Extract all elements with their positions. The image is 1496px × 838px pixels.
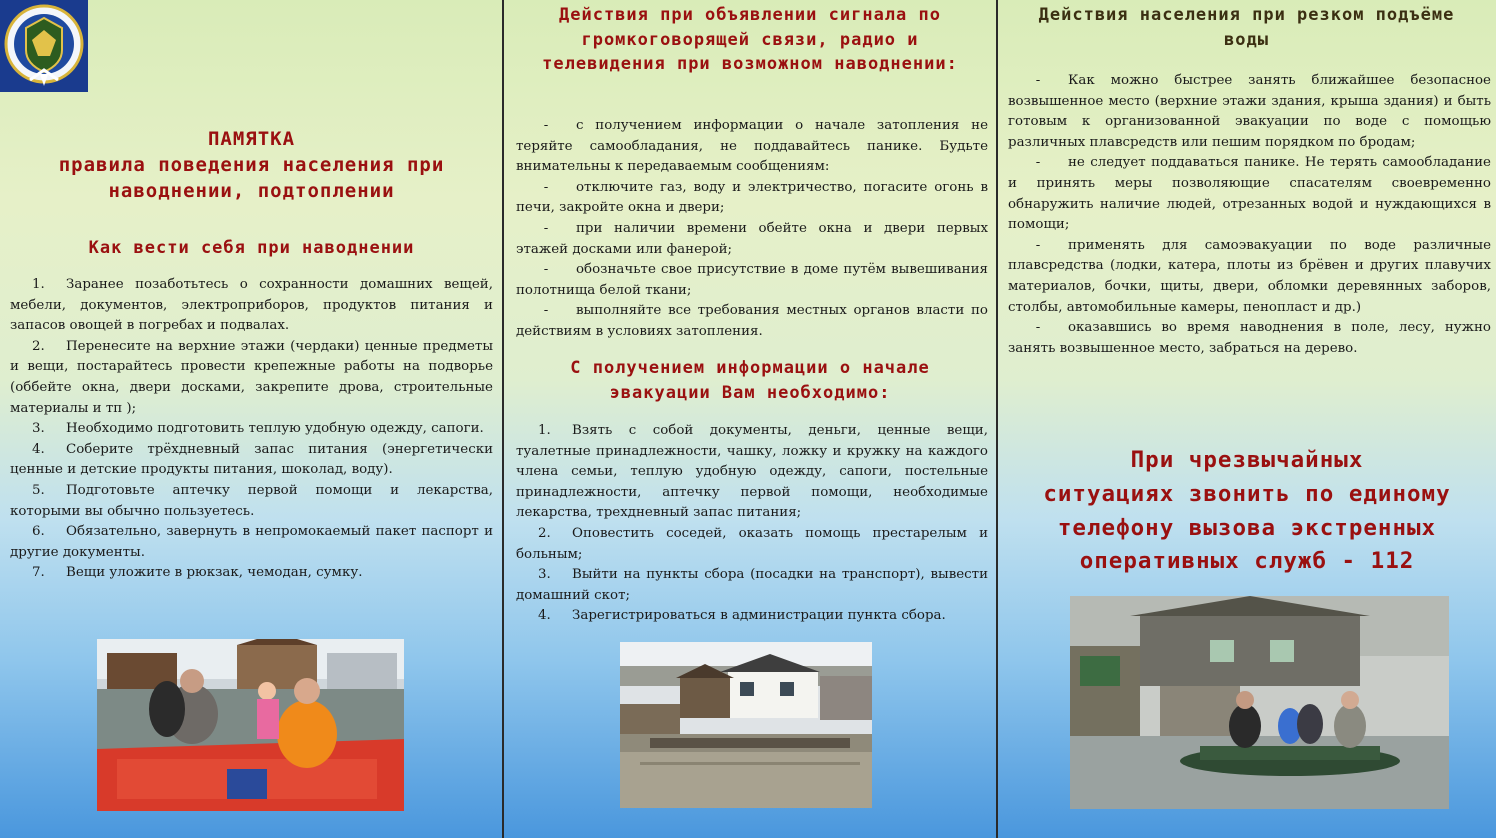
list-item: - применять для самоэвакуации по воде различные плавсредства (лодки, катера, плоты из брёвен и других плавучих материалов, бочки, щиты, двери, обломки деревянных заборов, столбы, автомобильные камеры, пенопласт и др.): [1008, 237, 1491, 315]
list-item: - с получением информации о начале затопления не теряйте самообладания, не поддавайтесь панике. Будьте внимательны к передаваемым сообщениям:: [516, 118, 988, 175]
panel-signal-actions: [503, 0, 997, 838]
emergency-line1: При чрезвычайных: [1130, 447, 1364, 473]
evacuation-list: [516, 421, 988, 627]
emergency-line4: оперативных служб - 112: [1079, 548, 1415, 575]
emergency-call-notice: [1007, 444, 1487, 579]
emergency-line2: ситуациях звонить по единому: [1043, 480, 1451, 507]
list-item: - не следует поддаваться панике. Не терять самообладание и принять меры позволяющие спасателям своевременно обнаружить наличие людей, отрезанных водой и нуждающихся в помощи;: [1008, 155, 1491, 233]
list-item: 4. Соберите трёхдневный запас питания (энергетически ценные и детские продукты питания, шоколад, воду).: [10, 441, 493, 478]
flooded-house-photo: [620, 642, 872, 808]
rising-water-title: Действия населения при резком подъёме воды: [1038, 5, 1455, 50]
list-item: 3. Необходимо подготовить теплую удобную одежду, сапоги.: [32, 421, 484, 437]
signal-actions-title: Действия при объявлении сигнала по громкоговорящей связи, радио и телевидения при возможном наводнении:: [542, 5, 958, 74]
memo-title-line3: наводнении, подтоплении: [108, 180, 395, 202]
preparation-list: [10, 275, 493, 584]
memo-title-line2: правила поведения населения при: [58, 154, 445, 176]
list-item: 4. Зарегистрироваться в администрации пункта сбора.: [538, 608, 946, 624]
list-item: - при наличии времени обейте окна и двери первых этажей досками или фанерой;: [516, 220, 988, 257]
list-item: - Как можно быстрее занять ближайшее безопасное возвышенное место (верхние этажи здания, крыша здания) и быть готовым к организованной эвакуации по воде с помощью различных плавсредств или пешим порядком по бродам;: [1008, 73, 1491, 150]
memo-title-line1: ПАМЯТКА: [207, 128, 296, 150]
list-item: 2. Оповестить соседей, оказать помощь престарелым и больным;: [516, 525, 988, 562]
evacuation-boat-photo: [1070, 596, 1449, 809]
list-item: 1. Заранее позаботьтесь о сохранности домашних вещей, мебели, документов, электроприборов, продуктов питания и запасов овощей в погребах и подвалах.: [10, 277, 493, 334]
list-item: - отключите газ, воду и электричество, погасите огонь в печи, закройте окна и двери;: [516, 179, 988, 216]
list-item: 7. Вещи уложите в рюкзак, чемодан, сумку.: [32, 565, 363, 581]
rescue-boat-photo: [97, 639, 404, 811]
list-item: - обозначьте свое присутствие в доме путём вывешивания полотнища белой ткани;: [516, 262, 988, 298]
signal-actions-list: [516, 116, 988, 343]
flood-behavior-subtitle: Как вести себя при наводнении: [88, 238, 415, 258]
list-item: 6. Обязательно, завернуть в непромокаемый пакет паспорт и другие документы.: [10, 524, 493, 560]
memo-title: [10, 126, 493, 204]
list-item: 3. Выйти на пункты сбора (посадки на транспорт), вывести домашний скот;: [516, 567, 988, 603]
emergency-line3: телефону вызова экстренных: [1057, 514, 1437, 541]
list-item: 2. Перенесите на верхние этажи (чердаки) ценные предметы и вещи, постарайтесь провести крепежные работы на подворье (оббейте окна, двери досками, закрепите дрова, строительные материалы и тп );: [10, 338, 493, 416]
list-item: 1. Взять с собой документы, деньги, ценные вещи, туалетные принадлежности, чашку, ложку и кружку на каждого члена семьи, теплую удобную одежду, сапоги, постельные принадлежности, аптечку первой помощи, необходимые лекарства, трехдневный запас питания;: [516, 423, 988, 521]
evacuation-subtitle: С получением информации о начале эвакуации Вам необходимо:: [570, 358, 930, 403]
rising-water-list: [1008, 71, 1491, 359]
list-item: 5. Подготовьте аптечку первой помощи и лекарства, которыми вы обычно пользуетесь.: [10, 482, 493, 519]
panel-divider: [996, 0, 998, 838]
list-item: - выполняйте все требования местных органов власти по действиям в условиях затопления.: [516, 303, 988, 339]
panel-divider: [502, 0, 504, 838]
emblem-icon: [0, 0, 88, 92]
panel-memo: [0, 0, 503, 838]
list-item: - оказавшись во время наводнения в поле, лесу, нужно занять возвышенное место, забраться на дерево.: [1008, 320, 1491, 356]
panel-rising-water: [997, 0, 1496, 838]
